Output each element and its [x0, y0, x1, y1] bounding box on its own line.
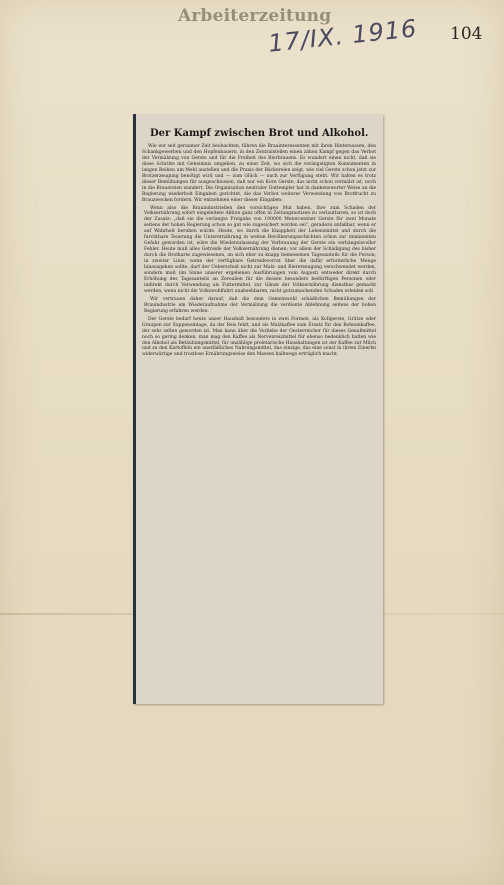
newspaper-stamp: Arbeiterzeitung	[178, 6, 332, 26]
page-number: 104	[450, 24, 483, 44]
article-title: Der Kampf zwischen Brot und Alkohol.	[150, 128, 369, 139]
article-paragraph-3: Wir vertrauen daher darauf, daß die dem Gemeinwohl schädlichen Bemühungen der Brauindustrie um Wiederaufnahme der Vermälzung die verdiente Ablehnung seitens der hohen Regierung erfahren werden.	[144, 296, 376, 314]
clipping-edge-mark	[133, 114, 136, 704]
handwritten-date: 17/IX. 1916	[266, 14, 419, 58]
newspaper-clipping	[133, 114, 383, 704]
article-paragraph-4: Der Gerste bedarf heute unser Haushalt besonders in zwei Formen, als Kollgerste, Grütze oder Graupen zur Suppeneinlage, da der Reis fehlt, und als Malzkaffee zum Ersatz für den Bohnenkaffee, der sehr selten geworden ist. Man kann über die Vorliebe der Oesterreicher für dieses Genußmittel noch so gering denken, man mag den Kaffee als Nervenreizmittel für ebenso bedenklich halten wie den Alkohol als Betäubungsmittel, für unzählige proletarische Haushaltungen ist der Kaffee zur Milch und zu den Kartoffeln ein unerläßliches Nahrungsmittel, das einzige, das eine sonst in ihrem Einerlei widerwärtige und trostlose Ernährungsweise den Massen halbwegs erträglich macht.	[142, 316, 376, 358]
article-paragraph-2: Wenn also die Brauindustriellen den vorsichtigen Mut haben, ihre zum Schaden der Volksernährung sofort eingeleitete Aktion ganz offen in Zeitungsnotizen zu verlautbaren, so ist doch der Zusatz: „daß sie die verlangte Freigabe von 100000 Metercentner Gerste für zwei Monate seitens der hohen Regierung schon so gut wie zugesichert worden sei“, geradezu unfaßbar, wenn er auf Wahrheit beruhen würde. Heute, wo durch die Knappheit der Lebensmittel und durch die furchtbare Teuerung die Unterernährung in weiten Bevölkerungsschichten schon zur imminenten Gefahr geworden ist, wäre die Wiederzulassung der Verbrauung der Gerste ein verhängnisvoller Fehler. Heute muß alles Getreide der Volksernährung dienen; vor allem der Schädigung des bisher durch die Brotkarte zugewiesenen, an sich eher zu knapp bemessenen Tagesanteils für die Person; in zweiter Linie, wenn der verfügbare Getreidevorrat über die dafür erforderliche Menge hinausgehen sollte, darf der Ueberschuß nicht zur Malz- und Biererzeugung verschwendet werden, sondern muß (im Sinne unserer ergebenen Ausführungen vom August) entweder direkt durch Erhöhung des Tagesanteils an Zerealien für die dessen besonders bedürftigen Personen oder indirekt durch Verwendung als Futtermittel, zur Gänze der Volksernährung dienstbar gemacht werden, wenn nicht die Volkswohlfahrt unabsehbaren, nicht gutzumachenden Schaden erleiden soll.	[144, 205, 376, 294]
article-paragraph-1: Wie wir seit geraumer Zeit beobachten, führen die Brauinteressenten mit ihren Hintersassen, den Schankgewerben und den Hopfenbauern, in den Zentralstellen einen zähen Kampf gegen das Verbot der Vermälzung von Gerste und für die Freiheit des Bierbrauens. Es wundert einen nicht, daß sie diese Schritte mit Geheimnis umgeben, zu einer Zeit, wo sich die verängstigten Konsumenten in langen Reihen um Mehl anstellen und die Praxis der Bäckereien zeigt, wie viel Gerste schon jetzt zur Brotzerzeugung benötigt wird und — zum Glück — auch zur Verfügung steht. Wir halten es trotz dieser Bemühungen für ausgeschlossen, daß nur ein Korn Gerste, das nicht schon vermälzt ist, noch in die Brauereien wandert. Die Organisation neutraler Guttempler hat in dankenswerter Weise an die Regierung wiederholt Eingaben gerichtet, die das Verbot weiterer Verwendung von Brotfrucht zu Brauzwecken fordern. Wir entnehmen einer dieser Eingaben:	[142, 144, 376, 203]
